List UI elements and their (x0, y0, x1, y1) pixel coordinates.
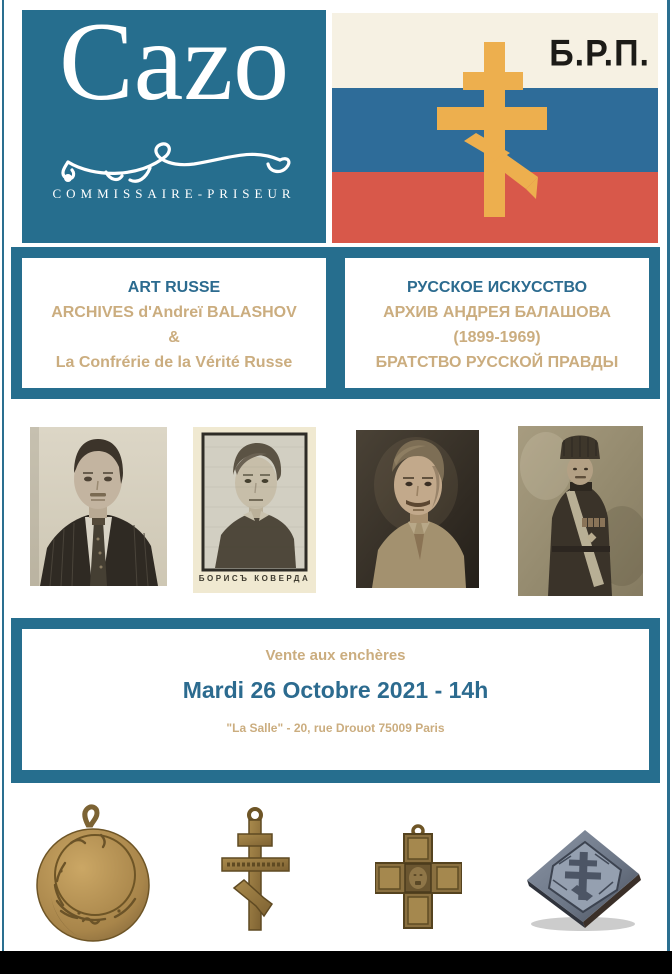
title-ru-line2: АРХИВ АНДРЕЯ БАЛАШОВА (383, 304, 611, 321)
title-fr-line2: ARCHIVES d'Andreï BALASHOV (51, 304, 297, 321)
artifact-orthodox-cross-pendant (218, 806, 293, 934)
title-box-russian (345, 258, 649, 388)
artifact-greek-cross-badge (375, 822, 462, 932)
title-ru-line3: (1899-1969) (453, 329, 541, 346)
portrait-photo-1 (30, 427, 167, 586)
auction-venue: "La Salle" - 20, rue Drouot 75009 Paris (226, 721, 445, 735)
auction-event-label: Vente aux enchères (265, 647, 406, 664)
title-ru-line1: РУССКОЕ ИСКУССТВО (406, 279, 588, 296)
flourish-dot (64, 174, 72, 182)
page-edge-rule-right (667, 0, 670, 951)
logo-wordmark: Cazo (58, 0, 290, 124)
title-fr-line1: ART RUSSE (127, 279, 221, 296)
brp-monogram: Б.Р.П. (549, 33, 650, 75)
artifact-engraved-plate (523, 828, 643, 932)
title-ru-line4: БРАТСТВО РУССКОЙ ПРАВДЫ (375, 354, 619, 371)
portrait-photo-2-boris-koverda (193, 427, 316, 593)
auction-house-logo-block (22, 0, 326, 243)
logo-subtitle: COMMISSAIRE-PRISEUR (52, 186, 296, 201)
artifact-round-medal (31, 801, 155, 943)
brp-russian-flag (332, 13, 658, 243)
footer-bar (0, 951, 672, 974)
title-fr-line3: & (168, 329, 180, 346)
portrait-photo-4-officer (518, 426, 643, 596)
title-box-french (22, 258, 326, 388)
auction-details-inner (22, 629, 649, 770)
title-band (11, 247, 660, 399)
orthodox-cross-icon (432, 41, 552, 223)
logo-flourish-ornament (54, 134, 294, 186)
portrait-caption: БОРИСЪ КОВЕРДА (198, 574, 311, 583)
auction-details-box (11, 618, 660, 783)
portrait-photo-3 (356, 430, 479, 588)
page-edge-rule-left (2, 0, 4, 951)
auction-date-time: Mardi 26 Octobre 2021 - 14h (182, 677, 489, 703)
title-fr-line4: La Confrérie de la Vérité Russe (55, 354, 293, 371)
